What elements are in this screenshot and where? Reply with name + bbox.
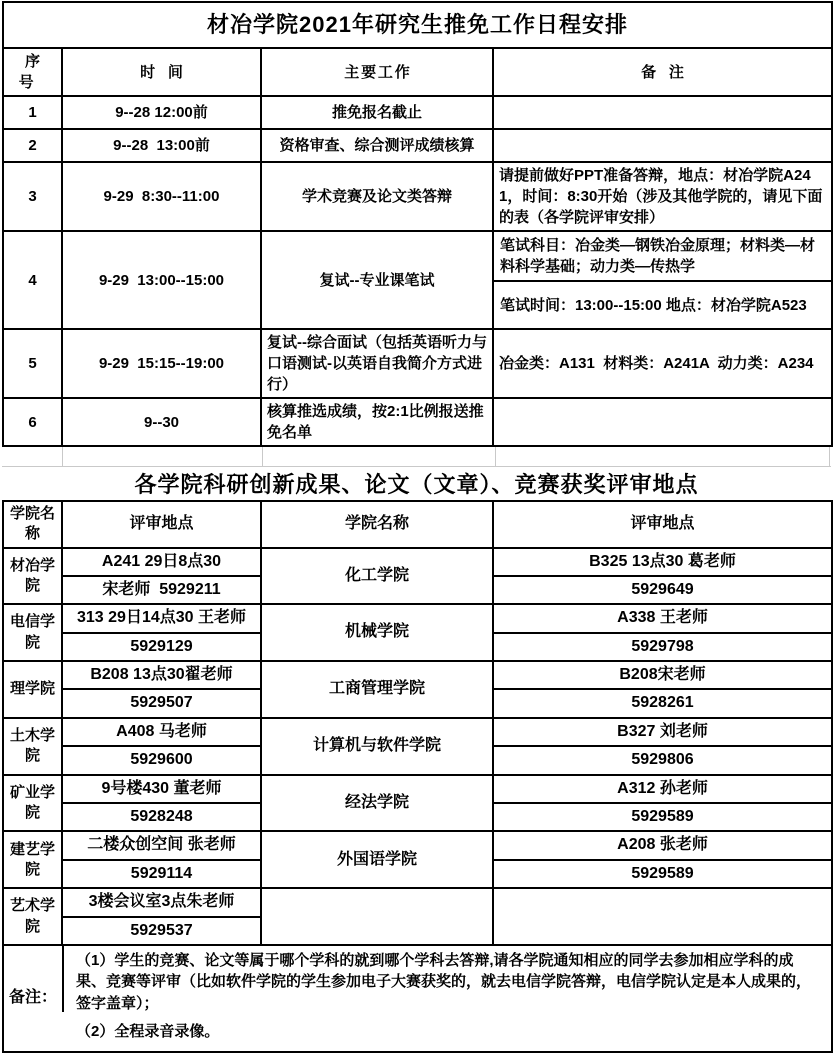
- cell-note: [493, 129, 832, 162]
- venue-phone: 5929129: [62, 633, 261, 661]
- venue-phone: 5929589: [493, 803, 832, 831]
- cell-time: 9--30: [62, 398, 261, 446]
- venue-info: 3楼会议室3点朱老师: [62, 888, 261, 916]
- note-2: （2）全程录音录像。: [76, 1022, 220, 1040]
- gridline: [495, 447, 496, 466]
- cell-time: 9-29 15:15--19:00: [62, 329, 261, 398]
- table-row: [3, 661, 832, 689]
- college-name: 建艺学院: [3, 831, 62, 888]
- venue-phone: 5928248: [62, 803, 261, 831]
- notes-divider: [62, 946, 64, 1012]
- gridline: [262, 447, 263, 466]
- venue-info: 9号楼430 董老师: [62, 775, 261, 803]
- college-name: [261, 888, 493, 945]
- cell-note: 请提前做好PPT准备答辩，地点：材冶学院A241，时间：8:30开始（涉及其他学院的，请见下面的表（各学院评审安排）: [493, 162, 832, 231]
- venue-info: B208 13点30翟老师: [62, 661, 261, 689]
- venue-phone: 5929806: [493, 746, 832, 774]
- venue-info: A408 马老师: [62, 718, 261, 746]
- cell-work: 核算推选成绩，按2:1比例报送推免名单: [261, 398, 493, 446]
- college-name: 电信学院: [3, 604, 62, 661]
- table-row: [3, 398, 832, 446]
- venue-phone: 5929798: [493, 633, 832, 661]
- table-row: [3, 548, 832, 576]
- schedule-title-row: [3, 2, 832, 48]
- table-row: [3, 329, 832, 398]
- empty-grid-row: [2, 447, 831, 467]
- cell-seq: 6: [3, 398, 62, 446]
- table-row: [3, 96, 832, 129]
- table-row: [3, 718, 832, 746]
- schedule-header-row: [3, 48, 832, 96]
- venue-info: 313 29日14点30 王老师: [62, 604, 261, 632]
- cell-note-time-place: 笔试时间：13:00--15:00 地点：材冶学院A523: [494, 280, 831, 328]
- venue-info: B208宋老师: [493, 661, 832, 689]
- col-header-college-left: 学院名称: [3, 501, 62, 548]
- cell-time: 9-29 8:30--11:00: [62, 162, 261, 231]
- venue-info: [493, 888, 832, 945]
- cell-time: 9--28 12:00前: [62, 96, 261, 129]
- cell-work: 推免报名截止: [261, 96, 493, 129]
- college-name: 化工学院: [261, 548, 493, 605]
- table-row: [3, 775, 832, 803]
- college-name: 外国语学院: [261, 831, 493, 888]
- cell-seq: 1: [3, 96, 62, 129]
- cell-note: [493, 96, 832, 129]
- cell-work: 复试--专业课笔试: [261, 231, 493, 329]
- venue-phone: 5929507: [62, 689, 261, 717]
- col-header-work: 主要工作: [261, 48, 493, 96]
- college-name: 矿业学院: [3, 775, 62, 832]
- venue-phone: 5929600: [62, 746, 261, 774]
- cell-note-subjects: 笔试科目：冶金类—钢铁冶金原理；材料类—材料科学基础；动力类—传热学: [500, 237, 816, 275]
- venue-info: A312 孙老师: [493, 775, 832, 803]
- notes-section: [3, 945, 832, 1052]
- venue-info: B325 13点30 葛老师: [493, 548, 832, 576]
- notes-row: [3, 945, 832, 1052]
- table-row: [3, 231, 832, 329]
- college-name: 土木学院: [3, 718, 62, 775]
- table-row: [3, 888, 832, 916]
- venue-info: A208 张老师: [493, 831, 832, 859]
- venue-info: A241 29日8点30: [62, 548, 261, 576]
- cell-work: 学术竞赛及论文类答辩: [261, 162, 493, 231]
- notes-label: 备注：: [8, 989, 57, 1007]
- cell-note-split: [493, 231, 832, 329]
- college-name: 理学院: [3, 661, 62, 718]
- venue-phone: 宋老师 5929211: [62, 576, 261, 604]
- gridline: [829, 447, 830, 466]
- cell-seq: 4: [3, 231, 62, 329]
- venue-phone: 5929114: [62, 860, 261, 888]
- venue-info: B327 刘老师: [493, 718, 832, 746]
- col-header-note: 备注: [493, 48, 832, 96]
- venue-phone: 5929537: [62, 917, 261, 945]
- table-row: [3, 831, 832, 859]
- col-header-no: 序号: [3, 48, 62, 96]
- college-name: 艺术学院: [3, 888, 62, 945]
- cell-note: 冶金类：A131 材料类：A241A 动力类：A234: [493, 329, 832, 398]
- college-name: 经法学院: [261, 775, 493, 832]
- schedule-table: [2, 1, 833, 447]
- venue-phone: 5929589: [493, 860, 832, 888]
- venues-title: 各学院科研创新成果、论文（文章）、竞赛获奖评审地点: [134, 472, 699, 497]
- cell-seq: 5: [3, 329, 62, 398]
- cell-time: 9-29 13:00--15:00: [62, 231, 261, 329]
- gridline: [62, 447, 63, 466]
- col-header-venue-left: 评审地点: [62, 501, 261, 548]
- venues-header-row: [3, 501, 832, 548]
- venues-table: [2, 500, 833, 1053]
- col-header-time: 时间: [62, 48, 261, 96]
- cell-time: 9--28 13:00前: [62, 129, 261, 162]
- schedule-title: 材冶学院2021年研究生推免工作日程安排: [3, 2, 832, 48]
- cell-work: 复试--综合面试（包括英语听力与口语测试-以英语自我简介方式进行）: [261, 329, 493, 398]
- college-name: 工商管理学院: [261, 661, 493, 718]
- table-row: [3, 604, 832, 632]
- venue-phone: 5929649: [493, 576, 832, 604]
- venue-info: 二楼众创空间 张老师: [62, 831, 261, 859]
- college-name: 机械学院: [261, 604, 493, 661]
- cell-work: 资格审查、综合测评成绩核算: [261, 129, 493, 162]
- table-row: [3, 162, 832, 231]
- venue-info: A338 王老师: [493, 604, 832, 632]
- college-name: 计算机与软件学院: [261, 718, 493, 775]
- cell-seq: 3: [3, 162, 62, 231]
- cell-note: [493, 398, 832, 446]
- col-header-venue-right: 评审地点: [493, 501, 832, 548]
- notes-body: [76, 950, 821, 1042]
- college-name: 材冶学院: [3, 548, 62, 605]
- note-1: （1）学生的竞赛、论文等属于哪个学科的就到哪个学科去答辩,请各学院通知相应的同学去参加相应学科的成果、竞赛等评审（比如软件学院的学生参加电子大赛获奖的，就去电信学院答辩，电信学院认定是本人成果的，签字盖章）；: [76, 951, 812, 1012]
- cell-seq: 2: [3, 129, 62, 162]
- venue-phone: 5928261: [493, 689, 832, 717]
- col-header-college-right: 学院名称: [261, 501, 493, 548]
- table-row: [3, 129, 832, 162]
